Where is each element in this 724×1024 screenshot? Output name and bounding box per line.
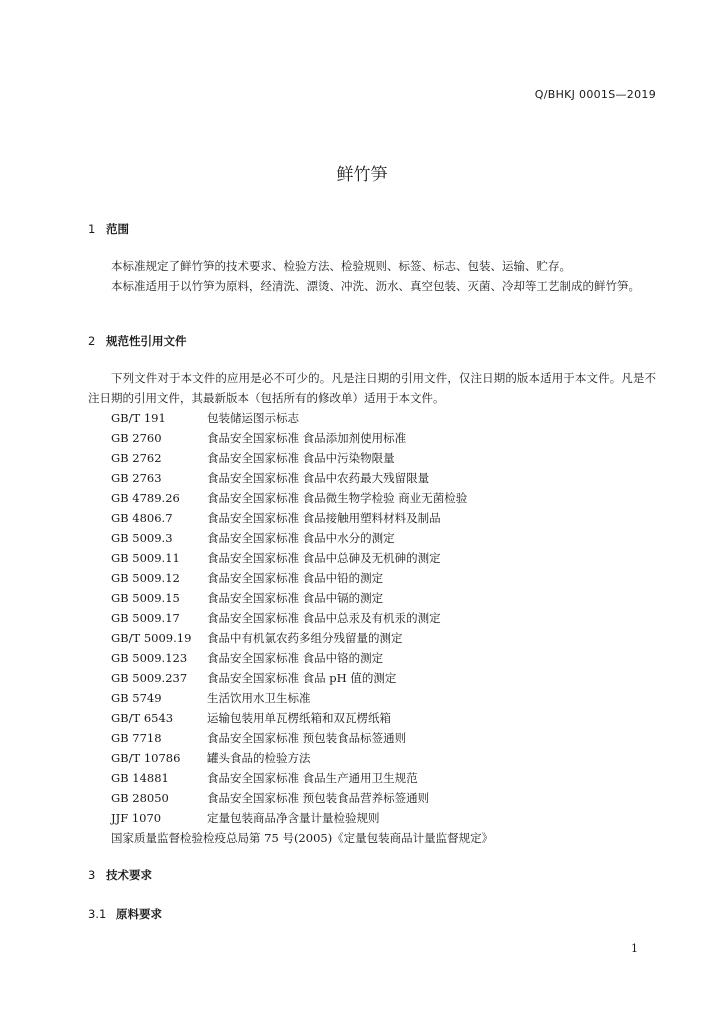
reference-row (111, 688, 467, 708)
reference-row (111, 408, 467, 428)
reference-code: GB 5009.123 (111, 651, 188, 665)
section-title: 原料要求 (116, 907, 162, 921)
reference-code: GB 5009.11 (111, 551, 180, 565)
reference-name: 食品安全国家标准 食品中铬的测定 (207, 651, 384, 665)
section-number: 3 (88, 868, 96, 882)
reference-row (111, 548, 467, 568)
reference-name: 食品安全国家标准 食品接触用塑料材料及制品 (207, 511, 441, 525)
section-title: 规范性引用文件 (106, 334, 187, 348)
reference-row (111, 628, 467, 648)
reference-row (111, 608, 467, 628)
reference-code: GB 5009.3 (111, 531, 173, 545)
section-number: 2 (88, 334, 96, 348)
reference-row (111, 728, 467, 748)
reference-code: GB/T 6543 (111, 711, 174, 725)
reference-name: 食品安全国家标准 食品中水分的测定 (207, 531, 395, 545)
reference-row (111, 708, 467, 728)
reference-name: 包装储运图示标志 (207, 411, 299, 425)
reference-row (111, 488, 467, 508)
reference-name: 食品安全国家标准 食品 pH 值的测定 (207, 671, 397, 685)
reference-code: GB 5749 (111, 691, 162, 705)
reference-code: GB 14881 (111, 771, 169, 785)
section-number: 1 (88, 222, 96, 236)
reference-extra: 国家质量监督检验检疫总局第 75 号(2005)《定量包装商品计量监督规定》 (111, 831, 494, 845)
reference-name: 生活饮用水卫生标准 (207, 691, 311, 705)
reference-row (111, 588, 467, 608)
reference-name: 运输包装用单瓦楞纸箱和双瓦楞纸箱 (207, 711, 391, 725)
reference-row (111, 748, 467, 768)
reference-name: 食品安全国家标准 食品中总汞及有机汞的测定 (207, 611, 441, 625)
reference-list (111, 408, 467, 828)
reference-row (111, 468, 467, 488)
reference-name: 食品安全国家标准 食品中农药最大残留限量 (207, 471, 430, 485)
section-title: 技术要求 (106, 868, 152, 882)
reference-name: 食品安全国家标准 食品中污染物限量 (207, 451, 395, 465)
reference-name: 食品安全国家标准 食品中铅的测定 (207, 571, 384, 585)
reference-name: 食品安全国家标准 食品微生物学检验 商业无菌检验 (207, 491, 468, 505)
normative-intro: 下列文件对于本文件的应用是必不可少的。凡是注日期的引用文件，仅注日期的版本适用于本文件。凡是不注日期的引用文件，其最新版本（包括所有的修改单）适用于本文件。 (88, 371, 656, 405)
reference-name: 食品安全国家标准 食品生产通用卫生规范 (207, 771, 418, 785)
reference-row (111, 428, 467, 448)
section-title: 范围 (106, 222, 129, 236)
reference-name: 食品安全国家标准 食品添加剂使用标准 (207, 431, 407, 445)
reference-row (111, 668, 467, 688)
scope-paragraph-2: 本标准适用于以竹笋为原料，经清洗、漂烫、冲洗、沥水、真空包装、灭菌、冷却等工艺制成的鲜竹笋。 (111, 279, 640, 293)
reference-code: GB 5009.237 (111, 671, 188, 685)
reference-name: 食品安全国家标准 食品中镉的测定 (207, 591, 384, 605)
reference-row (111, 808, 467, 828)
reference-code: GB 7718 (111, 731, 162, 745)
section-3-heading (88, 867, 152, 883)
reference-code: GB 5009.17 (111, 611, 180, 625)
reference-code: GB 5009.12 (111, 571, 180, 585)
reference-code: GB/T 191 (111, 411, 166, 425)
document-title: 鲜竹笋 (336, 165, 388, 185)
reference-code: JJF 1070 (111, 811, 162, 825)
page-number: 1 (631, 942, 638, 955)
section-1-heading (88, 221, 129, 237)
section-2-heading (88, 333, 187, 349)
reference-row (111, 648, 467, 668)
reference-code: GB 5009.15 (111, 591, 180, 605)
reference-code: GB 4789.26 (111, 491, 180, 505)
reference-name: 食品安全国家标准 预包装食品营养标签通则 (207, 791, 430, 805)
reference-code: GB/T 10786 (111, 751, 181, 765)
reference-row (111, 528, 467, 548)
reference-name: 食品安全国家标准 预包装食品标签通则 (207, 731, 407, 745)
standard-code: Q/BHKJ 0001S—2019 (534, 88, 656, 101)
reference-row (111, 768, 467, 788)
reference-code: GB 4806.7 (111, 511, 173, 525)
reference-name: 食品安全国家标准 食品中总砷及无机砷的测定 (207, 551, 441, 565)
reference-row (111, 788, 467, 808)
reference-row (111, 448, 467, 468)
reference-code: GB 2762 (111, 451, 162, 465)
reference-code: GB 28050 (111, 791, 169, 805)
reference-name: 定量包装商品净含量计量检验规则 (207, 811, 380, 825)
reference-row (111, 508, 467, 528)
section-3-1-heading (88, 906, 162, 922)
reference-row (111, 568, 467, 588)
reference-name: 罐头食品的检验方法 (207, 751, 311, 765)
reference-code: GB 2760 (111, 431, 162, 445)
reference-name: 食品中有机氯农药多组分残留量的测定 (207, 631, 403, 645)
section-number: 3.1 (88, 907, 107, 921)
scope-paragraph-1: 本标准规定了鲜竹笋的技术要求、检验方法、检验规则、标签、标志、包装、运输、贮存。 (111, 259, 571, 273)
reference-code: GB 2763 (111, 471, 162, 485)
reference-code: GB/T 5009.19 (111, 631, 192, 645)
